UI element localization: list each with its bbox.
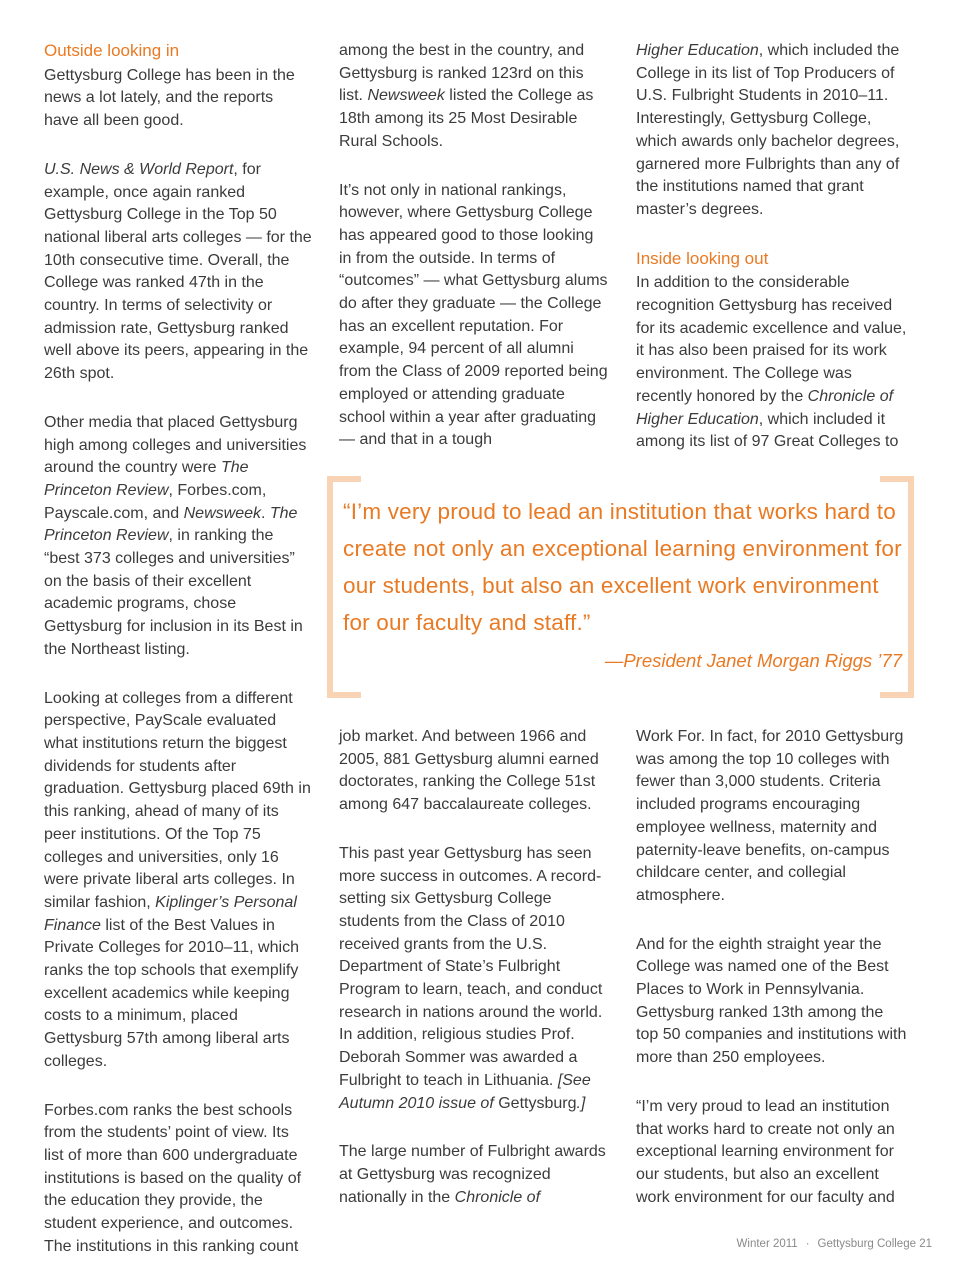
text: job market. And between 1966 and 2005, 881 Gettysburg alumni earned doctorates, ranking the College 51st among 647 baccalaureate colleges. [339,728,599,814]
pullquote-attribution: —President Janet Morgan Riggs ’77 [604,650,902,671]
publication-title: Chronicle of Higher Education [636,387,894,428]
paragraph [339,40,609,154]
article-column-3-top [636,40,908,454]
text: Other media that placed Gettysburg high among colleges and universities around the country were [44,413,307,477]
editor-note: [See Autumn 2010 issue of [339,1071,591,1112]
paragraph [44,159,312,386]
publication-title: U.S. News & World Report [44,160,234,178]
paragraph [44,65,312,133]
text: listed the College as 18th among its 25 Most Desirable Rural Schools. [339,87,594,150]
footer-publication: Gettysburg College [817,1238,916,1250]
pullquote-text: “I’m very proud to lead an institution that works hard to create not only an exceptional learning environment for our students, but also an excellent work environment for our faculty and staff.” [343,499,902,635]
text: The large number of Fulbright awards at Gettysburg was recognized nationally in the [339,1143,606,1206]
paragraph [339,180,609,452]
publication-title: Higher Education [636,42,759,59]
paragraph [636,726,908,908]
text: , for example, once again ranked Gettysburg College in the Top 50 national liberal arts colleges — for the 10th consecutive time. Overall, the College was ranked 47th in the country. In terms of selectivity or admission rate, Gettysburg ranked well above its peers, appearing in the 26th spot. [44,160,312,383]
page-number: 21 [919,1238,932,1250]
article-column-3-bottom [636,726,908,1209]
text: Looking at colleges from a different perspective, PayScale evaluated what institutions return the biggest dividends for students after graduation. Gettysburg placed 69th in this ranking, ahead of many of its peer institutions. Of the Top 75 colleges and universities, only 16 were private liberal arts colleges. In similar fashion, [44,689,311,911]
text: among the best in the country, and Gettysburg is ranked 123rd on this list. [339,42,585,105]
article-column-2-top [339,40,609,452]
text: And for the eighth straight year the College was named one of the Best Places to Work in Pennsylvania. Gettysburg ranked 13th among the top 50 companies and institutions with more than 250 employees. [636,935,907,1067]
footer-issue: Winter 2011 [736,1238,798,1250]
publication-title: Newsweek [367,87,445,105]
text: It’s not only in national rankings, however, where Gettysburg College has appeared good to those looking in from the outside. In terms of “outcomes” — what Gettysburg alums do after they graduate — the College has an excellent reputation. For example, 94 percent of all alumni from the Class of 2009 reported being employed or attending graduate school within a year after graduating — and that in a tough [339,181,608,449]
text: This past year Gettysburg has seen more success in outcomes. A record-setting six Gettysburg College students from the Class of 2010 received grants from the U.S. Department of State’s Fulbright Program to learn, teach, and conduct research in nations around the world. In addition, religious studies Prof. Deborah Sommer was awarded a Fulbright to teach in Lithuania. [339,844,603,1089]
paragraph [636,1096,908,1210]
publication-title: Chronicle of [454,1188,541,1206]
paragraph [339,1141,609,1209]
publication-title: The Princeton Review [44,459,249,499]
magazine-title: Gettysburg [498,1094,577,1112]
text: , which included it among its list of 97 Great Colleges to [636,410,899,451]
text: “I’m very proud to lead an institution that works hard to create not only an exceptional learning environment for our students, but also an excellent work environment for our faculty and [636,1097,895,1206]
article-column-2-bottom [339,726,609,1209]
publication-title: Newsweek [183,504,261,522]
text: list of the Best Values in Private Colleges for 2010–11, which ranks the top schools that exemplify excellent academics while keeping costs to a minimum, placed Gettysburg 57th among liberal arts colleges. [44,916,299,1070]
footer-separator: · [805,1238,810,1250]
section-heading-inside: Inside looking out [636,248,769,268]
text: , Forbes.com, Payscale.com, and [44,481,267,522]
paragraph [339,726,609,817]
paragraph [636,272,908,454]
article-column-1 [44,40,312,1258]
text: Forbes.com ranks the best schools from the students’ point of view. Its list of more than 600 undergraduate institutions is based on the quality of the education they provide, the student experience, and outcomes. The institutions in this ranking count [44,1101,302,1255]
text: Work For. In fact, for 2010 Gettysburg was among the top 10 colleges with fewer than 3,000 students. Criteria included programs encouraging employee wellness, maternity and paternity-leave benefits, on-campus childcare center, and collegial atmosphere. [636,728,904,904]
section-heading-outside: Outside looking in [44,41,180,60]
text: . [260,504,270,522]
publication-title: The Princeton Review [44,504,298,545]
publication-title: Kiplinger’s Personal Finance [44,893,297,934]
text: In addition to the considerable recognition Gettysburg has received for its academic excellence and value, it has also been praised for its work environment. The College was recently honored by the [636,274,907,405]
editor-note: .] [576,1094,586,1112]
paragraph [44,688,312,1074]
text: , in ranking the “best 373 colleges and universities” on the basis of their excellent academic programs, chose Gettysburg for inclusion in its Best in the Northeast listing. [44,527,303,658]
paragraph [636,40,908,222]
paragraph [44,1100,312,1259]
page-footer [737,1238,932,1250]
text: Gettysburg College has been in the news a lot lately, and the reports have all been good. [44,66,295,130]
paragraph [339,843,609,1115]
text: , which included the College in its list of Top Producers of U.S. Fulbright Students in 2010–11. Interestingly, Gettysburg College, which awards only bachelor degrees, garnered more Fulbrights than any of the institutions named that grant master’s degrees. [636,42,900,218]
paragraph [44,412,312,662]
paragraph [636,934,908,1070]
